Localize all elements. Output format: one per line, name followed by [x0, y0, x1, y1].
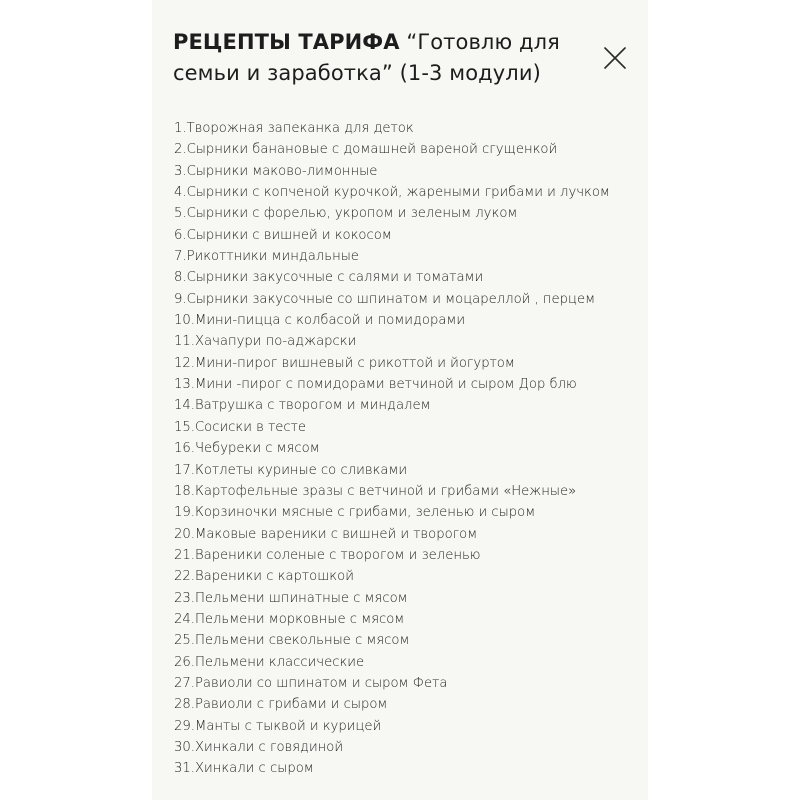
recipe-item: 20.Маковые вареники с вишней и творогом: [174, 526, 478, 542]
close-button[interactable]: [604, 47, 626, 69]
recipe-item: 5.Сырники с форелью, укропом и зеленым луком: [174, 206, 518, 222]
recipe-item: 11.Хачапури по-аджарски: [174, 334, 357, 350]
recipe-item: 23.Пельмени шпинатные с мясом: [174, 590, 408, 606]
recipe-item: 29.Манты с тыквой и курицей: [174, 718, 382, 734]
recipe-item: 22.Вареники с картошкой: [174, 569, 354, 585]
recipe-item: 8.Сырники закусочные с салями и томатами: [174, 270, 484, 286]
dialog-title: [173, 27, 573, 89]
recipe-item: 3.Сырники маково-лимонные: [174, 163, 378, 179]
recipe-list: [174, 118, 610, 780]
recipe-item: 19.Корзиночки мясные с грибами, зеленью и сыром: [174, 505, 536, 521]
dialog-title-rest: “Готовлю для семьи и заработка” (1-3 модули): [173, 30, 560, 85]
recipe-item: 24.Пельмени морковные с мясом: [174, 611, 405, 627]
recipe-item: 16.Чебуреки с мясом: [174, 441, 320, 457]
recipe-item: 9.Сырники закусочные со шпинатом и моцареллой , перцем: [174, 291, 596, 307]
recipe-item: 25.Пельмени свекольные с мясом: [174, 633, 410, 649]
recipe-item: 31.Хинкали с сыром: [174, 761, 314, 777]
recipe-item: 28.Равиоли с грибами и сыром: [174, 697, 388, 713]
recipe-item: 10.Мини-пицца с колбасой и помидорами: [174, 313, 466, 329]
recipe-item: 26.Пельмени классические: [174, 654, 365, 670]
recipe-item: 4.Сырники с копченой курочкой, жареными грибами и лучком: [174, 185, 610, 201]
recipe-item: 30.Хинкали с говядиной: [174, 739, 344, 755]
close-icon: [604, 47, 626, 69]
recipe-item: 1.Творожная запеканка для деток: [174, 121, 414, 136]
recipe-item: 2.Сырники банановые с домашней вареной сгущенкой: [174, 142, 558, 158]
recipe-item: 21.Вареники соленые с творогом и зеленью: [174, 547, 481, 563]
recipes-dialog: [152, 0, 648, 800]
recipe-item: 15.Сосиски в тесте: [174, 419, 307, 435]
recipe-item: 7.Рикоттники миндальные: [174, 249, 359, 265]
recipe-item: 14.Ватрушка с творогом и миндалем: [174, 398, 431, 414]
recipe-item: 17.Котлеты куриные со сливками: [174, 462, 408, 478]
recipe-item: 13.Мини -пирог с помидорами ветчиной и сыром Дор блю: [174, 377, 577, 393]
dialog-title-bold: РЕЦЕПТЫ ТАРИФА: [173, 30, 400, 54]
recipe-item: 6.Сырники с вишней и кокосом: [174, 227, 392, 243]
recipe-item: 18.Картофельные зразы с ветчиной и грибами «Нежные»: [174, 483, 577, 499]
recipe-item: 12.Мини-пирог вишневый с рикоттой и йогуртом: [174, 355, 515, 371]
recipe-item: 27.Равиоли со шпинатом и сыром Фета: [174, 675, 448, 691]
